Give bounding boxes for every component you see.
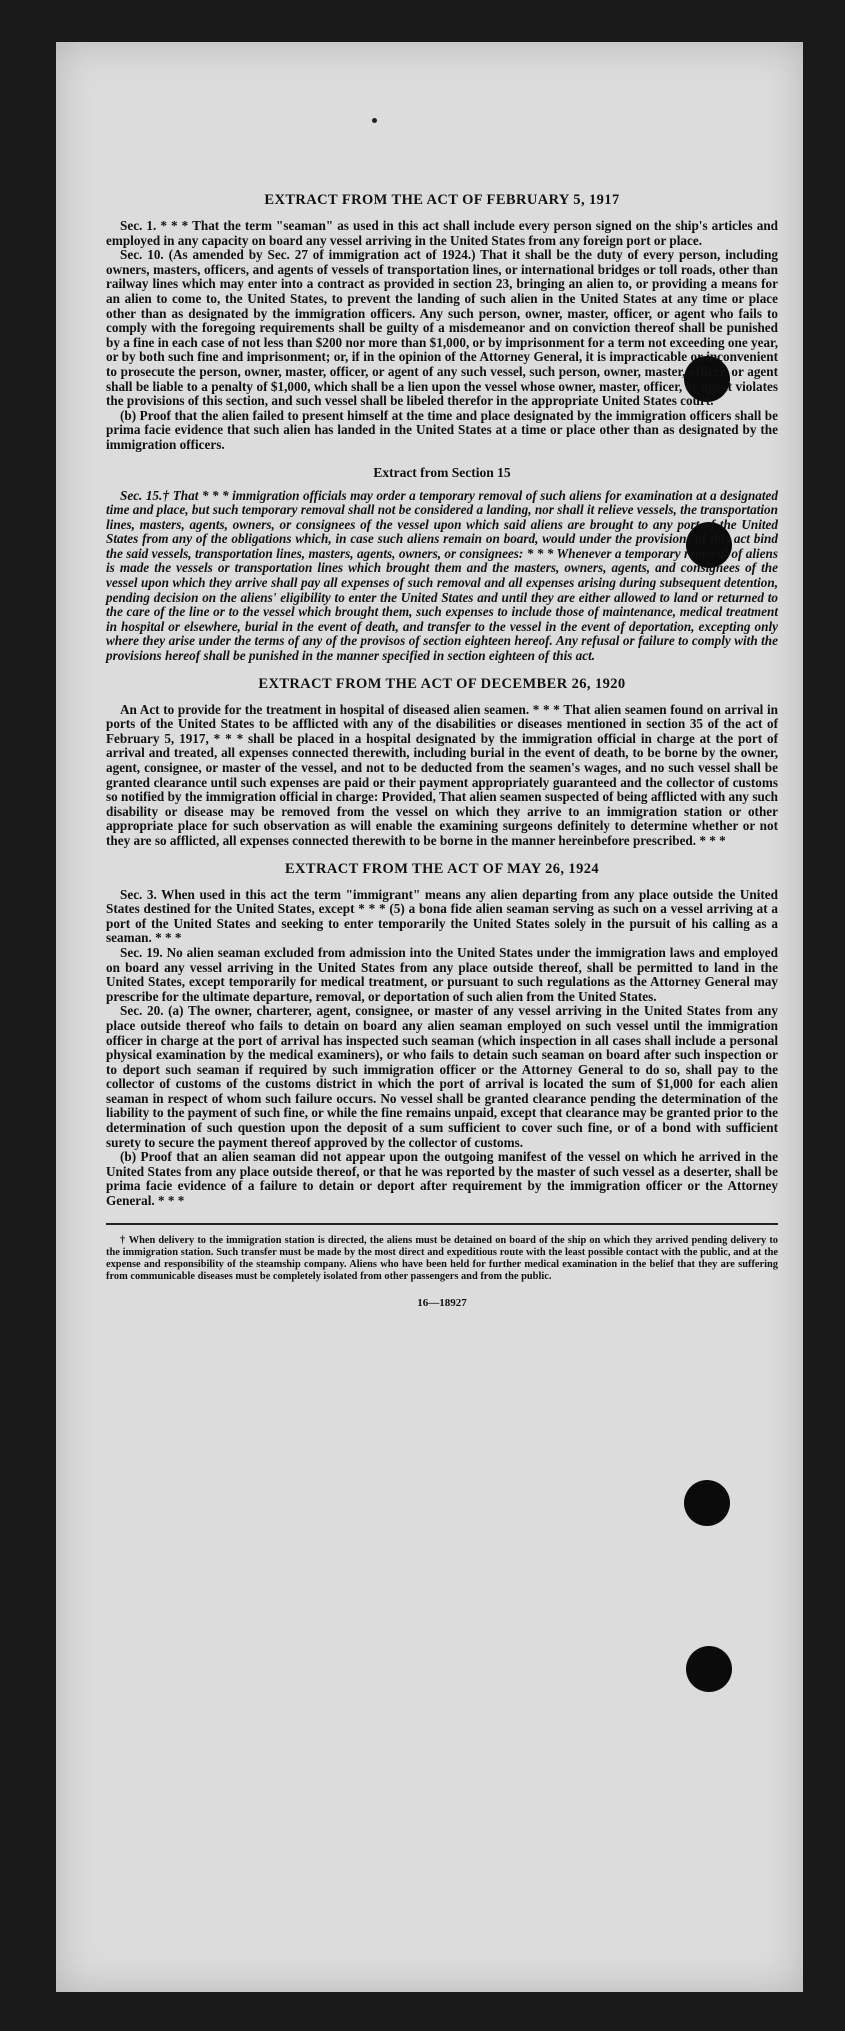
paragraph: Sec. 10. (As amended by Sec. 27 of immigration act of 1924.) That it shall be the duty of every person, including owners, masters, officers, and agents of vessels of transportation lines, or international bridges or toll roads, other than railway lines which may enter into a contract as provided in section 23, bringing an alien to, or providing a means for an alien to come to, the United States, to prevent the landing of such alien in the United States at any time or place other than as designated by the immigration officers. Any such person, owner, master, officer, or agent who fails to comply with the foregoing requirements shall be guilty of a misdemeanor and on conviction thereof shall be punished by a fine in each case of not less than $200 nor more than $1,000, or by imprisonment for a term not exceeding one year, or by both such fine and imprisonment; or, if in the opinion of the Attorney General, it is impracticable or inconvenient to prosecute the person, owner, master, officer, or agent of any such vessel, such person, owner, master, officer, or agent shall be liable to a penalty of $1,000, which shall be a lien upon the vessel whose owner, master, officer, or agent violates the provisions of this section, and such vessel shall be libeled therefor in the appropriate United States court. <box>106 247 778 409</box>
section-heading: EXTRACT FROM THE ACT OF DECEMBER 26, 1920 <box>258 675 626 692</box>
paragraph: An Act to provide for the treatment in hospital of diseased alien seamen. * * * That alien seamen found on arrival in ports of the United States to be afflicted with any of the disabilities or diseases mentioned in section 35 of the act of February 5, 1917, * * * shall be placed in a hospital designated by the immigration official in charge at the port of arrival and treated, all expenses connected therewith, including burial in the event of death, to be borne by the owner, agent, consignee, or master of the vessel, and not to be deducted from the seamen's wages, and no such vessel shall be granted clearance until such expenses are paid or their payment appropriately guaranteed and the collector of customs so notified by the immigration official in charge: Provided, That alien seamen suspected of being afflicted with any such disability or disease may be removed from the vessel on which they arrive to an immigration station or other appropriate place for such observation as will enable the examining surgeons definitely to determine whether or not they are so afflicted, all expenses connected therewith to be borne in the manner hereinbefore prescribed. * * * <box>106 701 778 848</box>
punch-hole <box>684 1480 730 1526</box>
paragraph: Sec. 20. (a) The owner, charterer, agent, consignee, or master of any vessel arriving in the United States from any place outside thereof who fails to detain on board any alien seaman employed on such vessel until the immigration officer in charge at the port of arrival has inspected such seaman (which inspection in all cases shall include a personal physical examination by the medical examiners), or who fails to detain such seaman on board after such inspection or to deport such seaman if required by such immigration officer or the Attorney General to do so, shall pay to the collector of customs of the customs district in which the port of arrival is located the sum of $1,000 for each alien seaman in respect of whom such failure occurs. No vessel shall be granted clearance pending the determination of the liability to the payment of such fine, or while the fine remains unpaid, except that clearance may be granted prior to the determination of such question upon the deposit of a sum sufficient to cover such fine, or of a bond with sufficient surety to secure the payment thereof approved by the collector of customs. <box>106 1003 778 1150</box>
paragraph: Sec. 3. When used in this act the term "immigrant" means any alien departing from any place outside the United States destined for the United States, except * * * (5) a bona fide alien seaman serving as such on a vessel arriving at a port of the United States and seeking to enter temporarily the United States solely in the pursuit of his calling as a seaman. * * * <box>106 886 778 946</box>
paragraph: Sec. 15.† That * * * immigration officials may order a temporary removal of such aliens for examination at a designated time and place, but such temporary removal shall not be considered a landing, nor shall it relieve vessels, the transportation lines, masters, agents, owners, or consignees of the vessel upon which said aliens are brought to any port of the United States from any of the obligations which, in case such aliens remain on board, would under the provisions of this act bind the said vessels, transportation lines, masters, agents, owners, or consignees: * * * Whenever a temporary removal of aliens is made the vessels or transportation lines which brought them and the masters, owners, agents, and consignees of the vessel upon which they arrive shall pay all expenses of such removal and all expenses arising during subsequent detention, pending decision on the aliens' eligibility to enter the United States and until they are either allowed to land or returned to the care of the line or to the vessel which brought them, such expenses to include those of maintenance, medical treatment in hospital or elsewhere, burial in the event of death, and transfer to the vessel in the event of deportation, excepting only where they arise under the terms of any of the provisos of section eighteen hereof. Any refusal or failure to comply with the provisions hereof shall be punished in the manner specified in section eighteen of this act. <box>106 487 778 664</box>
paragraph: (b) Proof that an alien seaman did not appear upon the outgoing manifest of the vessel on which he arrived in the United States from any place outside thereof, or that he was reported by the master of such vessel as a deserter, shall be prima facie evidence of a failure to detain or deport after requirement by the immigration officer or the Attorney General. * * * <box>106 1149 778 1209</box>
divider <box>106 1223 778 1225</box>
section-act-1924 <box>106 861 778 1209</box>
footnote: † When delivery to the immigration station is directed, the aliens must be detained on board of the ship on which they arrived pending delivery to the immigration station. Such transfer must be made by the most direct and expeditious route with the least possible contact with the public, and at the expense and responsibility of the steamship company. Aliens who have been held for further medical examination in the belief that they are suffering from communicable diseases must be completely isolated from other passengers and from the public. <box>106 1234 778 1282</box>
paragraph: Sec. 19. No alien seaman excluded from admission into the United States under the immigration laws and employed on board any vessel arriving in the United States from any place outside thereof, shall be permitted to land in the United States, except temporarily for medical treatment, or pursuant to such regulations as the Attorney General may prescribe for the ultimate departure, removal, or deportation of such alien from the United States. <box>106 944 778 1004</box>
document-page <box>56 42 803 1992</box>
paragraph: Sec. 1. * * * That the term "seaman" as used in this act shall include every person signed on the ship's articles and employed in any capacity on board any vessel arriving in the United States from any foreign port or place. <box>106 218 778 248</box>
section-heading: EXTRACT FROM THE ACT OF MAY 26, 1924 <box>284 860 600 877</box>
ink-dot <box>372 118 377 123</box>
section-act-1920 <box>106 676 778 849</box>
paragraph: (b) Proof that the alien failed to present himself at the time and place designated by the immigration officers shall be prima facie evidence that such alien has landed in the United States at a time or place other than as designated by the immigration officers. <box>106 407 778 452</box>
section-act-1917 <box>106 192 778 453</box>
punch-hole <box>686 1646 732 1692</box>
section-heading: Extract from Section 15 <box>373 464 511 480</box>
section-15-extract <box>106 465 778 664</box>
document-body <box>106 192 778 1309</box>
section-heading: EXTRACT FROM THE ACT OF FEBRUARY 5, 1917 <box>264 192 620 208</box>
document-number: 16—18927 <box>417 1296 467 1309</box>
